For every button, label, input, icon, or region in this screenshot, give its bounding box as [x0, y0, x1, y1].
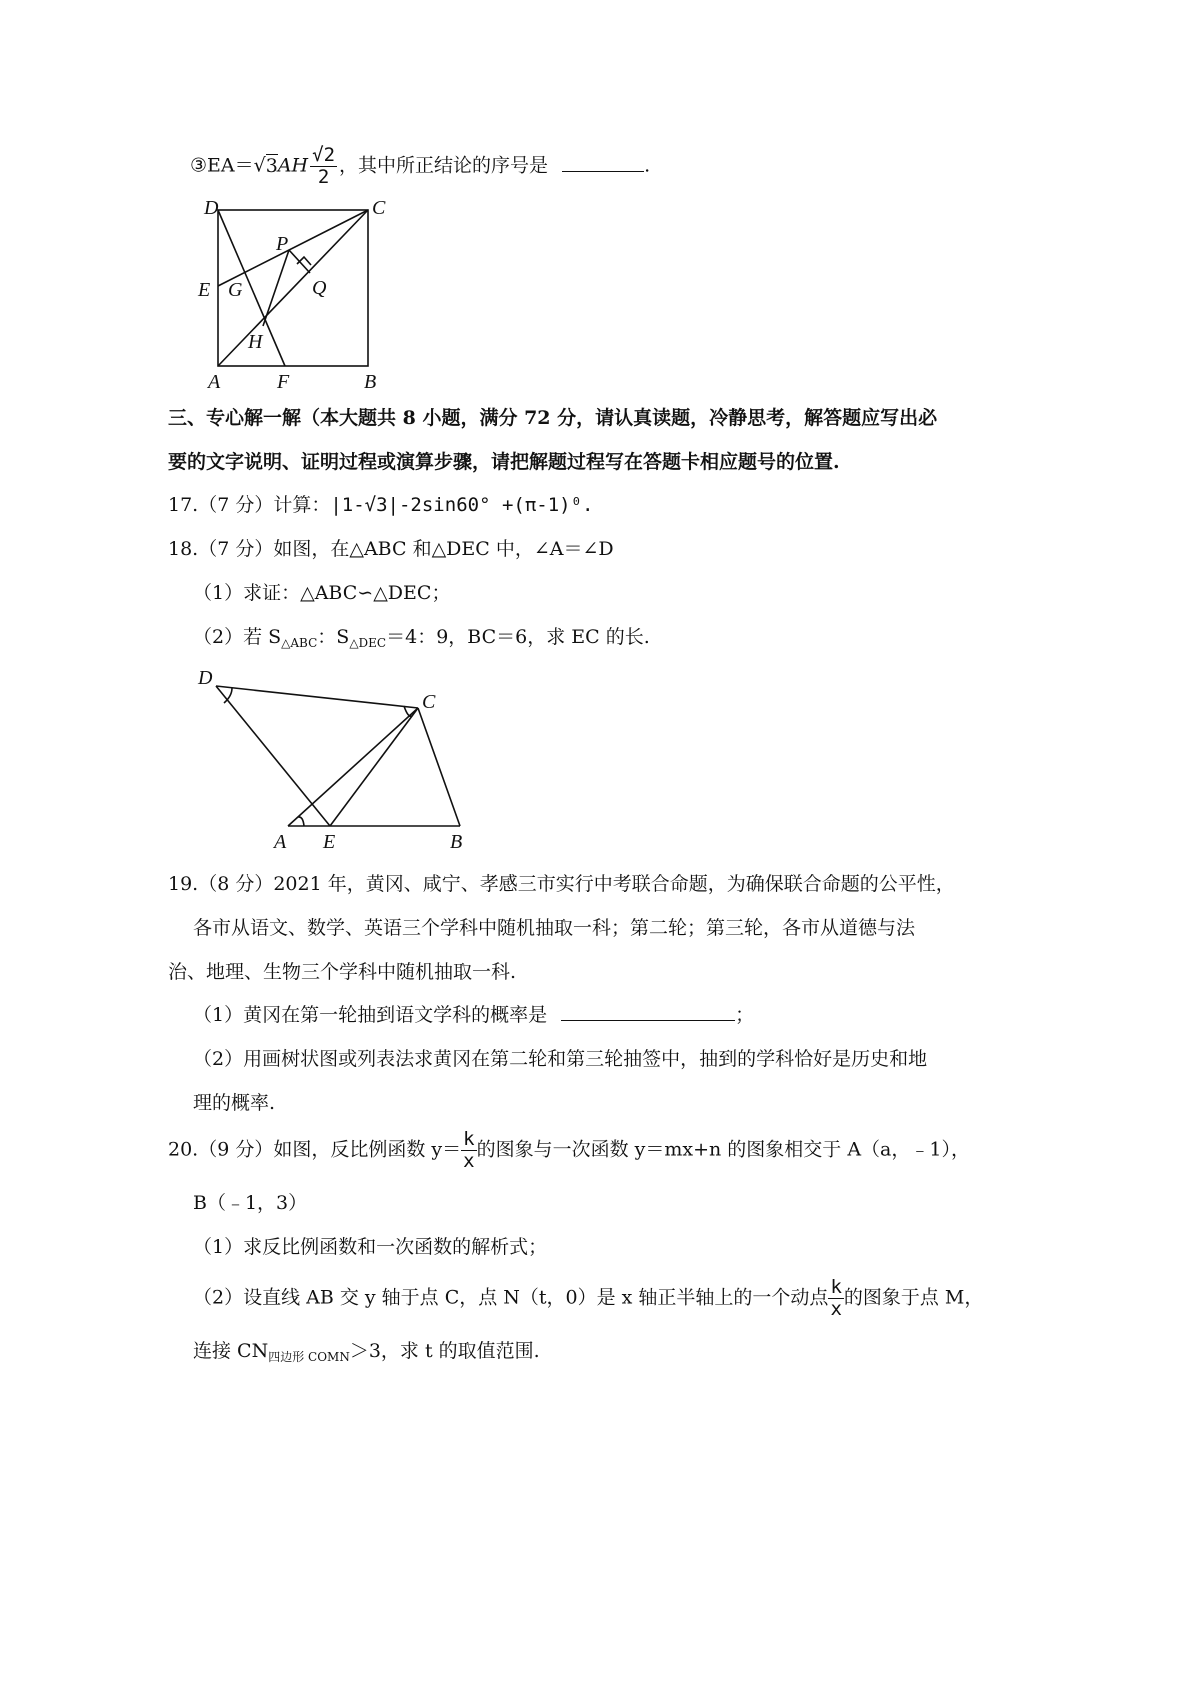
- answer-blank: [561, 1020, 735, 1021]
- q19-line3: 治、地理、生物三个学科中随机抽取一科.: [168, 961, 517, 983]
- frac-num: k: [830, 1276, 842, 1298]
- label-E: E: [323, 831, 336, 853]
- q18-p2-sub1: △ABC: [281, 636, 318, 650]
- question-17: [168, 492, 593, 518]
- frac-den: x: [830, 1298, 842, 1320]
- q20-p3-b: ＞3，求 t 的取值范围.: [349, 1340, 540, 1362]
- label-D: D: [198, 667, 213, 689]
- label-H: H: [248, 331, 263, 353]
- prev-item-suffix: ，其中所正结论的序号是: [339, 154, 549, 177]
- label-C: C: [372, 197, 386, 219]
- q19-line1: 19.（8 分）2021 年，黄冈、咸宁、孝感三市实行中考联合命题，为确保联合命题的公平性，: [168, 873, 955, 895]
- label-E: E: [198, 279, 211, 301]
- prev-item-line: ③EA＝√3AH $\frac{√2}{2}$ ，其中所正结论的序号是 .: [190, 144, 651, 188]
- label-G: G: [228, 279, 243, 301]
- q19-part1: [193, 1002, 754, 1028]
- label-A: A: [274, 831, 287, 853]
- label-B: B: [450, 831, 463, 853]
- fraction-k-over-x: [461, 1130, 476, 1171]
- q20-line1: [168, 1130, 970, 1171]
- q17-expression: |1-√3|-2sin60° +(π-1)⁰.: [330, 494, 594, 516]
- q19-p1-end: ；: [735, 1004, 755, 1026]
- figure-square-diagram: [190, 190, 420, 400]
- frac-den: 2: [317, 166, 330, 188]
- frac-num: k: [463, 1128, 475, 1150]
- q18-p2-b: ：S: [317, 626, 350, 648]
- q20-p2-b: 的图象于点 M，: [843, 1286, 984, 1309]
- q18-p2-c: ＝4：9，BC＝6，求 EC 的长.: [386, 626, 650, 648]
- label-D: D: [204, 197, 219, 219]
- frac-num: √2: [312, 144, 336, 166]
- q18-p2-a: （2）若 S: [193, 626, 282, 648]
- q17-text: 17.（7 分）计算：: [168, 494, 331, 516]
- figure-triangles-diagram: [190, 664, 490, 856]
- section-heading-line1: 三、专心解一解（本大题共 8 小题，满分 72 分，请认真读题，冷静思考，解答题应写出必: [168, 407, 938, 429]
- right-angle-mark: [297, 257, 311, 265]
- segment-CB: [418, 708, 460, 826]
- q20-line2: B（﹣1，3）: [193, 1192, 308, 1214]
- q20-p3-a: 连接 CN: [193, 1340, 269, 1362]
- angle-mark-A: [298, 817, 304, 826]
- label-B: B: [364, 371, 377, 393]
- frac-den: x: [463, 1150, 475, 1172]
- q19-part2: （2）用画树状图或列表法求黄冈在第二轮和第三轮抽签中，抽到的学科恰好是历史和地: [193, 1048, 928, 1070]
- q20-part2: [193, 1278, 983, 1319]
- prev-item-mid: AH: [277, 154, 309, 177]
- q20-p3-sub: 四边形 COMN: [268, 1350, 350, 1364]
- q20-l1-b: 的图象与一次函数 y＝mx+n 的图象相交于 A（a，﹣1），: [476, 1138, 970, 1161]
- segment-DE: [216, 686, 330, 826]
- q18-part2: [193, 624, 650, 656]
- section-heading-line2: 要的文字说明、证明过程或演算步骤，请把解题过程写在答题卡相应题号的位置.: [168, 451, 840, 473]
- label-P: P: [276, 233, 289, 255]
- sqrt-symbol: √: [253, 154, 266, 177]
- q20-l1-a: 20.（9 分）如图，反比例函数 y＝: [168, 1138, 462, 1161]
- q19-part2-cont: 理的概率.: [193, 1092, 276, 1114]
- q18-stem: 18.（7 分）如图，在△ABC 和△DEC 中，∠A＝∠D: [168, 538, 614, 560]
- label-A: A: [208, 371, 221, 393]
- sqrt-radicand: 3: [265, 154, 278, 177]
- prev-item-prefix: ③EA＝: [190, 154, 254, 177]
- fraction-k-over-x: [828, 1278, 843, 1319]
- q20-part1: （1）求反比例函数和一次函数的解析式；: [193, 1236, 548, 1258]
- answer-blank: [562, 171, 644, 172]
- segment-EC: [330, 708, 418, 826]
- label-C: C: [422, 691, 436, 713]
- label-Q: Q: [312, 277, 327, 299]
- q18-part1: （1）求证：△ABC∽△DEC；: [193, 582, 451, 604]
- segment-AC: [288, 708, 418, 826]
- segment-EC: [218, 210, 368, 286]
- q19-p1-text: （1）黄冈在第一轮抽到语文学科的概率是: [193, 1004, 548, 1026]
- q20-p2-a: （2）设直线 AB 交 y 轴于点 C，点 N（t，0）是 x 轴正半轴上的一个动点: [193, 1286, 829, 1309]
- segment-DC: [216, 686, 418, 708]
- label-F: F: [277, 371, 290, 393]
- q18-p2-sub2: △DEC: [349, 636, 387, 650]
- fraction-root2-over-2: [310, 146, 337, 187]
- q19-line2: 各市从语文、数学、英语三个学科中随机抽取一科；第二轮；第三轮，各市从道德与法: [193, 917, 916, 939]
- q20-line3: [193, 1338, 540, 1370]
